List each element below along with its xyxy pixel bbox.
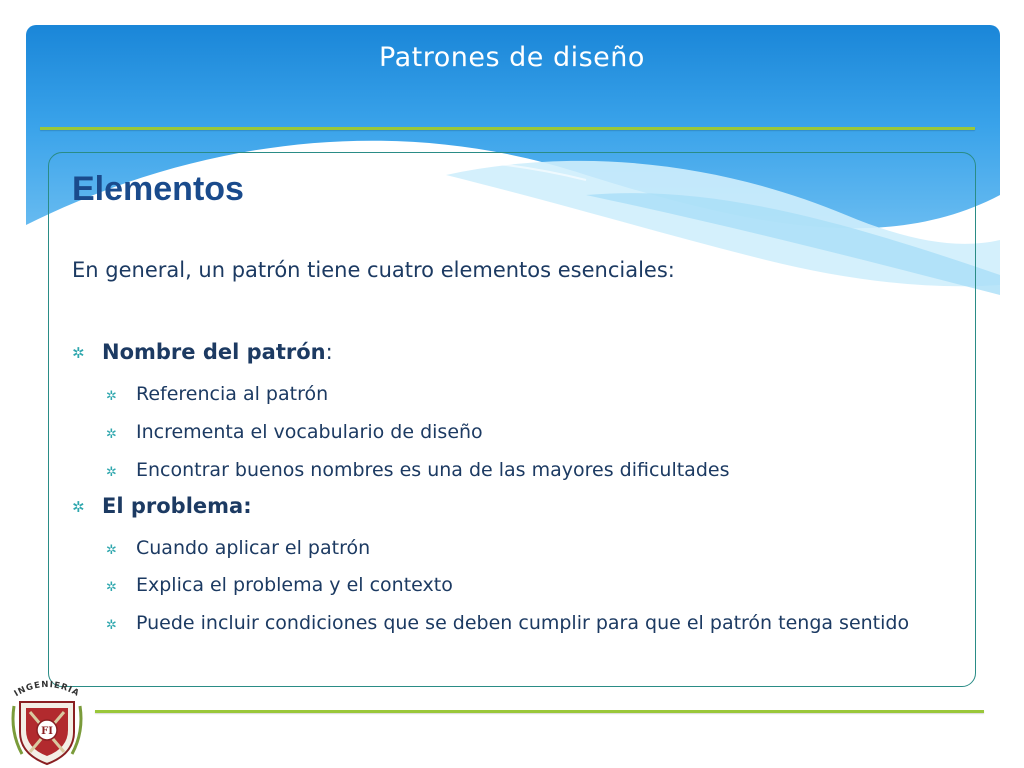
subitem-text: Cuando aplicar el patrón: [136, 537, 371, 559]
subitem-text: Encontrar buenos nombres es una de las mayores dificultades: [136, 459, 730, 481]
subitem-text: Explica el problema y el contexto: [136, 574, 453, 596]
subitem: [106, 533, 946, 563]
subitem: [106, 570, 946, 600]
asterisk-bullet-icon: ✲: [106, 389, 117, 404]
asterisk-bullet-icon: ✲: [106, 618, 117, 633]
content-title: Elementos: [72, 170, 244, 208]
subitem: [106, 417, 946, 447]
asterisk-bullet-icon: ✲: [106, 580, 117, 595]
ingenieria-logo: [6, 672, 88, 768]
svg-text:INGENIERIA: [13, 680, 82, 699]
subitem: [106, 455, 946, 485]
intro-text: En general, un patrón tiene cuatro elementos esenciales:: [72, 258, 675, 282]
asterisk-bullet-icon: ✲: [106, 427, 117, 442]
bullet-suffix: :: [325, 340, 333, 364]
bullet-label: Nombre del patrón: [102, 340, 326, 364]
bullet-el-problema: [72, 494, 252, 518]
subitem-text: Incrementa el vocabulario de diseño: [136, 421, 483, 443]
subitem: [106, 608, 946, 638]
bullet-label: El problema:: [102, 494, 252, 518]
logo-letter: FI: [41, 726, 53, 737]
subitem-text: Referencia al patrón: [136, 383, 329, 405]
header-title: Patrones de diseño: [379, 42, 645, 73]
asterisk-bullet-icon: ✲: [72, 498, 85, 516]
subitem-text: Puede incluir condiciones que se deben cumplir para que el patrón tenga sentido: [136, 612, 910, 634]
asterisk-bullet-icon: ✲: [106, 543, 117, 558]
subitem: [106, 379, 946, 409]
bullet-nombre-del-patron: [72, 340, 333, 364]
logo-arc-text: INGENIERIA: [12, 679, 82, 700]
asterisk-bullet-icon: ✲: [106, 465, 117, 480]
asterisk-bullet-icon: ✲: [72, 344, 85, 362]
header-divider: [40, 127, 975, 130]
footer-divider: [95, 710, 984, 713]
